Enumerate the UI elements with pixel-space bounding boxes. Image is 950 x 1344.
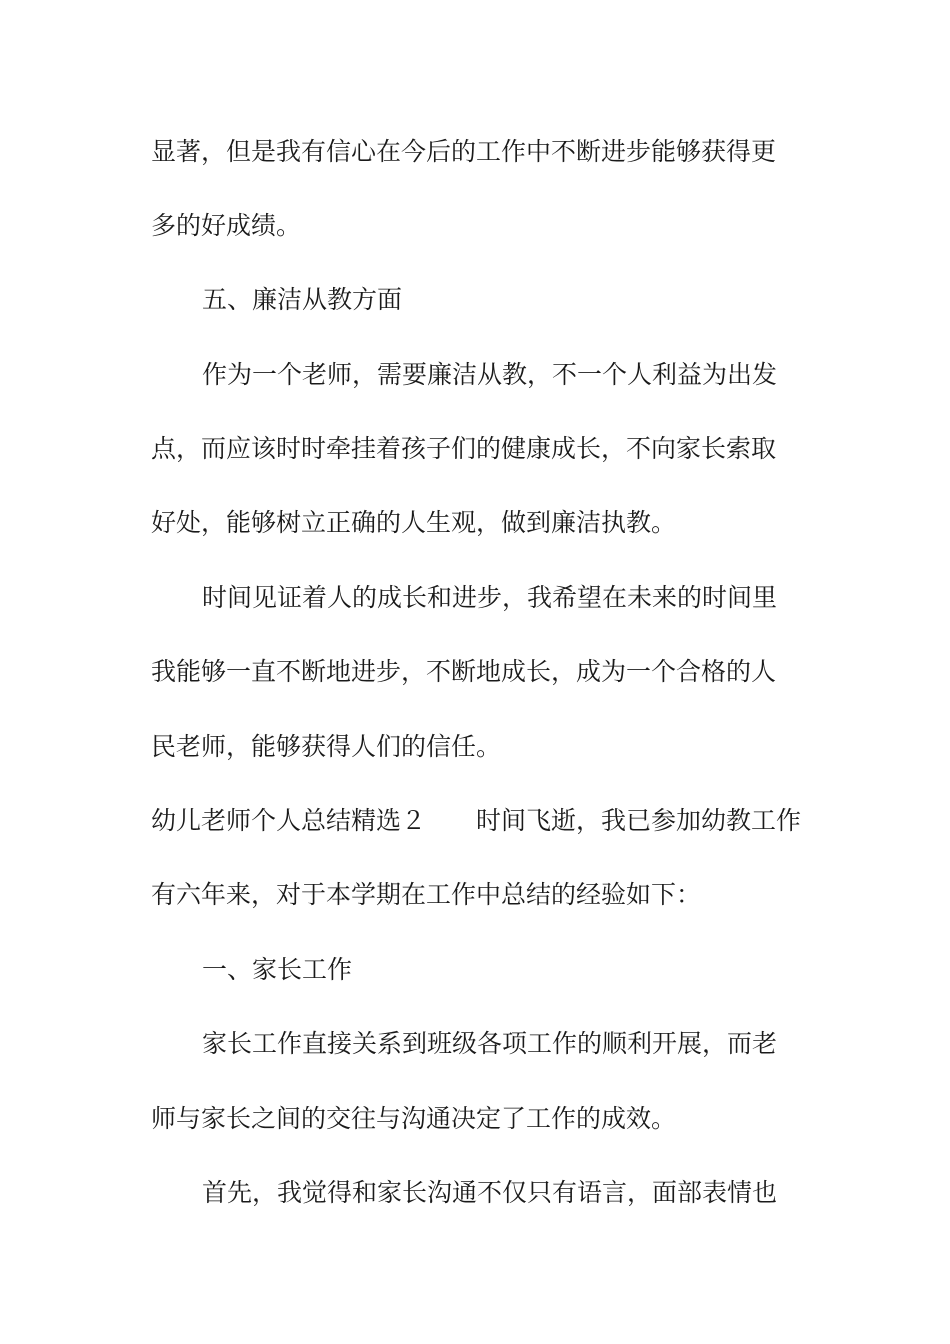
article-title-line: 幼儿老师个人总结精选２ 时间飞逝，我已参加幼教工作 [151, 806, 802, 835]
paragraph-line: 好处，能够树立正确的人生观，做到廉洁执教。 [151, 508, 677, 537]
paragraph-line: 点，而应该时时牵挂着孩子们的健康成长，不向家长索取 [151, 434, 777, 463]
paragraph-line: 作为一个老师，需要廉洁从教，不一个人利益为出发 [202, 360, 778, 389]
paragraph-line: 多的好成绩。 [151, 211, 302, 240]
paragraph-line: 显著，但是我有信心在今后的工作中不断进步能够获得更 [151, 137, 777, 166]
paragraph-line: 师与家长之间的交往与沟通决定了工作的成效。 [151, 1104, 677, 1133]
paragraph-line: 我能够一直不断地进步，不断地成长，成为一个合格的人 [151, 657, 777, 686]
paragraph-line: 首先，我觉得和家长沟通不仅只有语言，面部表情也 [202, 1178, 778, 1207]
paragraph-line: 有六年来，对于本学期在工作中总结的经验如下： [151, 880, 702, 909]
section-heading: 五、廉洁从教方面 [202, 285, 403, 314]
paragraph-line: 民老师，能够获得人们的信任。 [151, 732, 502, 761]
paragraph-line: 家长工作直接关系到班级各项工作的顺利开展，而老 [202, 1029, 778, 1058]
section-heading: 一、家长工作 [202, 955, 353, 984]
paragraph-line: 时间见证着人的成长和进步，我希望在未来的时间里 [202, 583, 778, 612]
